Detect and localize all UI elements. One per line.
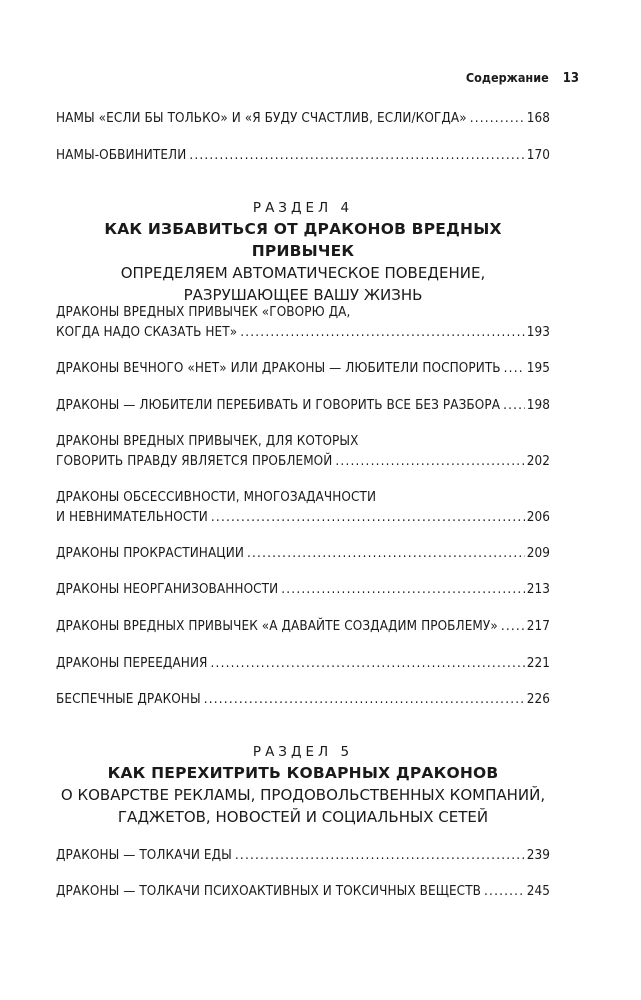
dot-leader (189, 146, 524, 166)
toc-entry[interactable] (56, 432, 550, 472)
dot-leader (503, 396, 525, 416)
toc-entry[interactable] (56, 617, 550, 637)
section-title: КАК ИЗБАВИТЬСЯ ОТ ДРАКОНОВ ВРЕДНЫХ ПРИВЫЧЕК (104, 220, 502, 260)
toc-entry-page: 213 (526, 582, 550, 597)
toc-entry-page: 221 (526, 656, 550, 671)
toc-entry-title: НАМЫ-ОБВИНИТЕЛИ (56, 148, 187, 163)
toc-entry-title-cont: И НЕВНИМАТЕЛЬНОСТИ (56, 510, 208, 525)
toc-entry-title: ДРАКОНЫ ВЕЧНОГО «НЕТ» ИЛИ ДРАКОНЫ — ЛЮБИТЕЛИ ПОСПОРИТЬ (56, 361, 501, 376)
toc-entry-title: ДРАКОНЫ — ТОЛКАЧИ ЕДЫ (56, 848, 232, 863)
toc-entry[interactable] (56, 359, 550, 379)
dot-leader (204, 690, 525, 710)
dot-leader (504, 359, 525, 379)
toc-entry[interactable] (56, 882, 550, 902)
section-label: РАЗДЕЛ 4 (252, 200, 354, 216)
toc-entry-page: 245 (526, 884, 550, 899)
toc-entry-title: ДРАКОНЫ — ТОЛКАЧИ ПСИХОАКТИВНЫХ И ТОКСИЧНЫХ ВЕЩЕСТВ (56, 884, 482, 899)
toc-entry-title-cont: КОГДА НАДО СКАЗАТЬ НЕТ» (56, 325, 238, 340)
running-head (466, 70, 579, 86)
toc-entry-page: 170 (526, 148, 550, 163)
toc-entry-page: 195 (526, 361, 550, 376)
dot-leader (211, 654, 525, 674)
dot-leader (501, 617, 525, 637)
toc-entry-title: ДРАКОНЫ ПЕРЕЕДАНИЯ (56, 656, 208, 671)
section-subtitle-line2: ГАДЖЕТОВ, НОВОСТЕЙ И СОЦИАЛЬНЫХ СЕТЕЙ (117, 808, 489, 826)
dot-leader (484, 882, 525, 902)
page-number: 13 (562, 71, 579, 86)
toc-entry[interactable] (56, 488, 550, 528)
dot-leader (281, 580, 524, 600)
toc-entry-title: НАМЫ «ЕСЛИ БЫ ТОЛЬКО» И «Я БУДУ СЧАСТЛИВ, ЕСЛИ/КОГДА» (56, 111, 467, 126)
toc-entry-page: 239 (526, 848, 550, 863)
section-subtitle-line1: ОПРЕДЕЛЯЕМ АВТОМАТИЧЕСКОЕ ПОВЕДЕНИЕ, (120, 264, 486, 282)
toc-entry-title: ДРАКОНЫ — ЛЮБИТЕЛИ ПЕРЕБИВАТЬ И ГОВОРИТЬ ВСЕ БЕЗ РАЗБОРА (56, 398, 501, 413)
toc-entry[interactable] (56, 544, 550, 564)
toc-entry[interactable] (56, 146, 550, 166)
dot-leader (247, 544, 525, 564)
section-4-heading (56, 198, 550, 306)
toc-entry-title: ДРАКОНЫ ВРЕДНЫХ ПРИВЫЧЕК, ДЛЯ КОТОРЫХ (56, 434, 359, 449)
toc-entry-title: ДРАКОНЫ ВРЕДНЫХ ПРИВЫЧЕК «ГОВОРЮ ДА, (56, 305, 351, 320)
toc-entry[interactable] (56, 109, 550, 129)
toc-entry-title-cont: ГОВОРИТЬ ПРАВДУ ЯВЛЯЕТСЯ ПРОБЛЕМОЙ (56, 454, 333, 469)
dot-leader (211, 508, 525, 528)
toc-entry-page: 217 (526, 619, 550, 634)
running-title: Содержание (465, 70, 549, 85)
toc-entry-page: 209 (526, 546, 550, 561)
toc-entry-title: ДРАКОНЫ ВРЕДНЫХ ПРИВЫЧЕК «А ДАВАЙТЕ СОЗДАДИМ ПРОБЛЕМУ» (56, 619, 498, 634)
toc-entry[interactable] (56, 654, 550, 674)
toc-entry-title: ДРАКОНЫ ОБСЕССИВНОСТИ, МНОГОЗАДАЧНОСТИ (56, 490, 377, 505)
toc-entry-title: БЕСПЕЧНЫЕ ДРАКОНЫ (56, 692, 201, 707)
toc-entry-title: ДРАКОНЫ ПРОКРАСТИНАЦИИ (56, 546, 244, 561)
toc-entry-page: 168 (526, 111, 550, 126)
toc-entry-page: 226 (526, 692, 550, 707)
section-5-heading (56, 742, 550, 828)
toc-entry-title: ДРАКОНЫ НЕОРГАНИЗОВАННОСТИ (56, 582, 279, 597)
dot-leader (235, 846, 525, 866)
toc-entry-page: 198 (526, 398, 550, 413)
toc-entry[interactable] (56, 846, 550, 866)
toc-entry[interactable] (56, 580, 550, 600)
toc-entry[interactable] (56, 396, 550, 416)
section-title: КАК ПЕРЕХИТРИТЬ КОВАРНЫХ ДРАКОНОВ (107, 764, 499, 782)
toc-entry[interactable] (56, 690, 550, 710)
toc-entry-page: 206 (526, 510, 550, 525)
section-subtitle-line1: О КОВАРСТВЕ РЕКЛАМЫ, ПРОДОВОЛЬСТВЕННЫХ КОМПАНИЙ, (60, 786, 546, 804)
toc-entry[interactable] (56, 303, 550, 343)
section-subtitle-line2: РАЗРУШАЮЩЕЕ ВАШУ ЖИЗНЬ (183, 286, 423, 304)
section-label: РАЗДЕЛ 5 (252, 744, 354, 760)
dot-leader (470, 109, 525, 129)
toc-entry-page: 193 (526, 325, 550, 340)
dot-leader (240, 323, 525, 343)
dot-leader (335, 452, 524, 472)
toc-entry-page: 202 (526, 454, 550, 469)
